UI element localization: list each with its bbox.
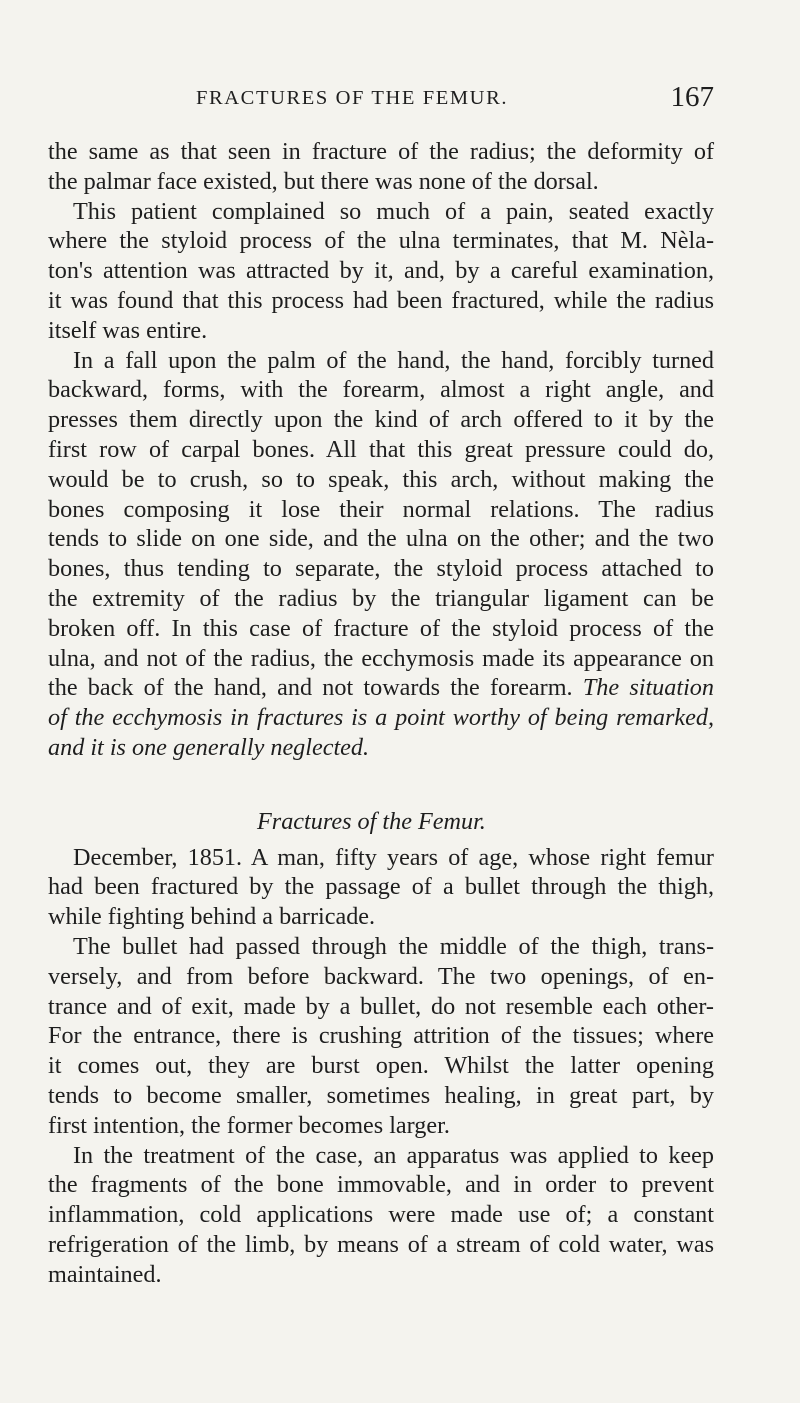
text-line: where the styloid process of the ulna terminates, that M. Nèla- [48,227,714,255]
text-line: trance and of exit, made by a bullet, do not resemble each other- [48,992,714,1020]
text-line: the extremity of the radius by the triangular ligament can be [48,584,714,612]
text-line: first intention, the former becomes larger. [48,1111,450,1139]
text-line: presses them directly upon the kind of arch offered to it by the [48,406,714,434]
text-line: tends to become smaller, sometimes healing, in great part, by [48,1081,714,1109]
running-title: FRACTURES OF THE FEMUR. [196,87,509,109]
text-line: December, 1851. A man, fifty years of age, whose right femur [73,843,714,871]
page-number: 167 [670,81,714,113]
text-line: would be to crush, so to speak, this arch, without making the [48,465,714,493]
text-line: In the treatment of the case, an apparatus was applied to keep [73,1141,714,1169]
text-line: backward, forms, with the forearm, almost a right angle, and [48,376,714,404]
text-line: bones composing it lose their normal relations. The radius [48,495,714,523]
text-line: itself was entire. [48,316,208,344]
italic-line: and it is one generally neglected. [48,733,370,761]
text-line: while fighting behind a barricade. [48,903,376,931]
text-line: the fragments of the bone immovable, and in order to prevent [48,1171,714,1199]
text-line: the palmar face existed, but there was none of the dorsal. [48,167,599,195]
text-line: maintained. [48,1260,162,1288]
text-line: tends to slide on one side, and the ulna on the other; and the two [48,525,714,553]
running-head [48,81,714,117]
text-line: The bullet had passed through the middle of the thigh, trans- [73,932,714,960]
text-line: refrigeration of the limb, by means of a stream of cold water, was [48,1230,714,1258]
text-line: ulna, and not of the radius, the ecchymosis made its appearance on [48,644,714,672]
italic-line: of the ecchymosis in fractures is a point worthy of being remarked, [48,704,714,732]
text-line: This patient complained so much of a pain, seated exactly [73,197,714,225]
section-heading: Fractures of the Femur. [257,807,486,835]
text-line: ton's attention was attracted by it, and, by a careful examination, [48,257,714,285]
text-line: For the entrance, there is crushing attrition of the tissues; where [48,1022,714,1050]
body-text [48,137,714,1289]
text-line: it comes out, they are burst open. Whilst the latter opening [48,1052,714,1080]
text-line: versely, and from before backward. The two openings, of en- [48,962,714,990]
italic-span: The situation [582,674,714,702]
text-span: the back of the hand, and not towards the forearm. [48,674,583,702]
text-line: had been fractured by the passage of a bullet through the thigh, [48,873,714,901]
text-line: In a fall upon the palm of the hand, the hand, forcibly turned [73,346,714,374]
text-line [48,673,714,703]
text-line: broken off. In this case of fracture of the styloid process of the [48,614,714,642]
text-line: the same as that seen in fracture of the radius; the deformity of [48,138,714,165]
text-line: first row of carpal bones. All that this great pressure could do, [48,435,714,463]
text-line: it was found that this process had been fractured, while the radius [48,286,714,314]
text-line: inflammation, cold applications were made use of; a constant [48,1201,714,1229]
text-line: bones, thus tending to separate, the styloid process attached to [48,555,714,583]
